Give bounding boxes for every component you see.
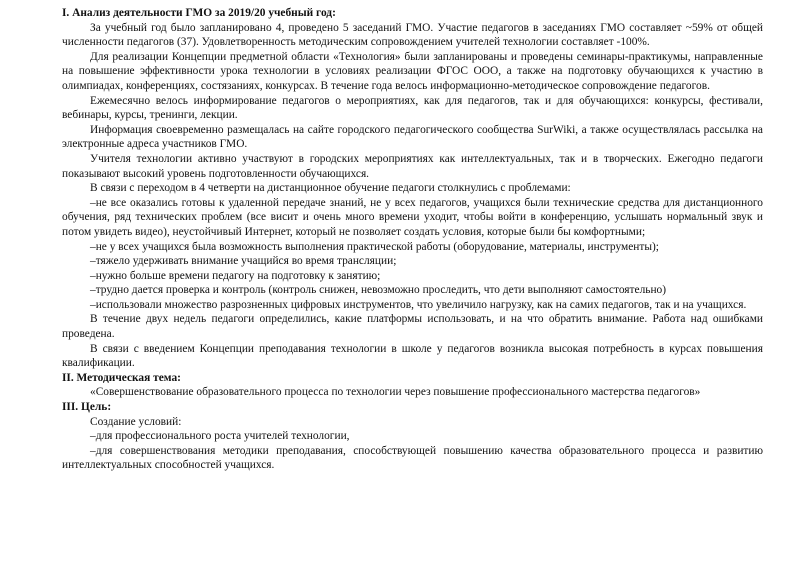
paragraph: За учебный год было запланировано 4, проведено 5 заседаний ГМО. Участие педагогов в заседаниях ГМО составляет ~59% от общей численности педагогов (37). Удовлетворенность методическим сопровождением учителей технологии составляет -100%.: [62, 21, 763, 49]
goal-intro: Создание условий:: [90, 415, 182, 428]
paragraph: Учителя технологии активно участвуют в городских мероприятиях как интеллектуальных, так и в творческих. Ежегодно педагоги показывают высокий уровень подготовленности обучающихся.: [62, 152, 763, 180]
paragraph: В течение двух недель педагоги определились, какие платформы использовать, и на что обратить внимание. Работа над ошибками проведена.: [62, 313, 763, 341]
paragraph: В связи с введением Концепции преподавания технологии в школе у педагогов возникла высокая потребность в курсах повышения квалификации.: [62, 342, 763, 370]
paragraph: Для реализации Концепции предметной области «Технология» были запланированы и проведены семинары-практикумы, направленные на повышение эффективности урока технологии в условиях реализации ФГОС ООО, а также на подготовку обучающихся к участию в олимпиадах, конференциях, состязаниях, конкурсах. В течение года велось информационно-методическое сопровождение педагогов.: [62, 50, 763, 92]
section-2-heading: II. Методическая тема:: [62, 371, 181, 384]
paragraph: В связи с переходом в 4 четверти на дистанционное обучение педагоги столкнулись с проблемами:: [90, 182, 571, 195]
goal-item: –для профессионального роста учителей технологии,: [90, 430, 350, 443]
paragraph: Информация своевременно размещалась на сайте городского педагогического сообщества SurWiki, а также осуществлялась рассылка на электронные адреса участников ГМО.: [62, 123, 763, 151]
problem-item: –не все оказались готовы к удаленной передаче знаний, не у всех педагогов, учащихся были технические средства для дистанционного обучения, ряд технических проблем (все висит и очень много времени уходит, чтобы войти в конференцию, услышать нормальный звук и потом увидеть видео), неустойчивый Интернет, который не позволяет создать условия, которые были бы комфортными;: [62, 196, 763, 238]
problem-item: –трудно дается проверка и контроль (контроль снижен, невозможно проследить, что дети выполняют самостоятельно): [90, 284, 667, 297]
problem-item: –использовали множество разрозненных цифровых инструментов, что увеличило нагрузку, как на самих педагогов, так и на учащихся.: [90, 298, 747, 311]
goal-item: –для совершенствования методики преподавания, способствующей повышению качества образовательного процесса и развитию интеллектуальных способностей учащихся.: [62, 444, 763, 472]
methodical-theme: «Совершенствование образовательного процесса по технологии через повышение профессионального мастерства педагогов»: [90, 386, 701, 399]
paragraph: Ежемесячно велось информирование педагогов о мероприятиях, как для педагогов, так и для обучающихся: конкурсы, фестивали, вебинары, курсы, тренинги, лекции.: [62, 94, 763, 122]
section-3-heading: III. Цель:: [62, 401, 112, 414]
section-1-heading: I. Анализ деятельности ГМО за 2019/20 учебный год:: [62, 7, 336, 19]
problem-item: –не у всех учащихся была возможность выполнения практической работы (оборудование, материалы, инструменты);: [90, 240, 659, 253]
problem-item: –тяжело удерживать внимание учащийся во время трансляции;: [90, 255, 397, 268]
document-page: [62, 6, 763, 473]
problem-item: –нужно больше времени педагогу на подготовку к занятию;: [90, 269, 381, 282]
